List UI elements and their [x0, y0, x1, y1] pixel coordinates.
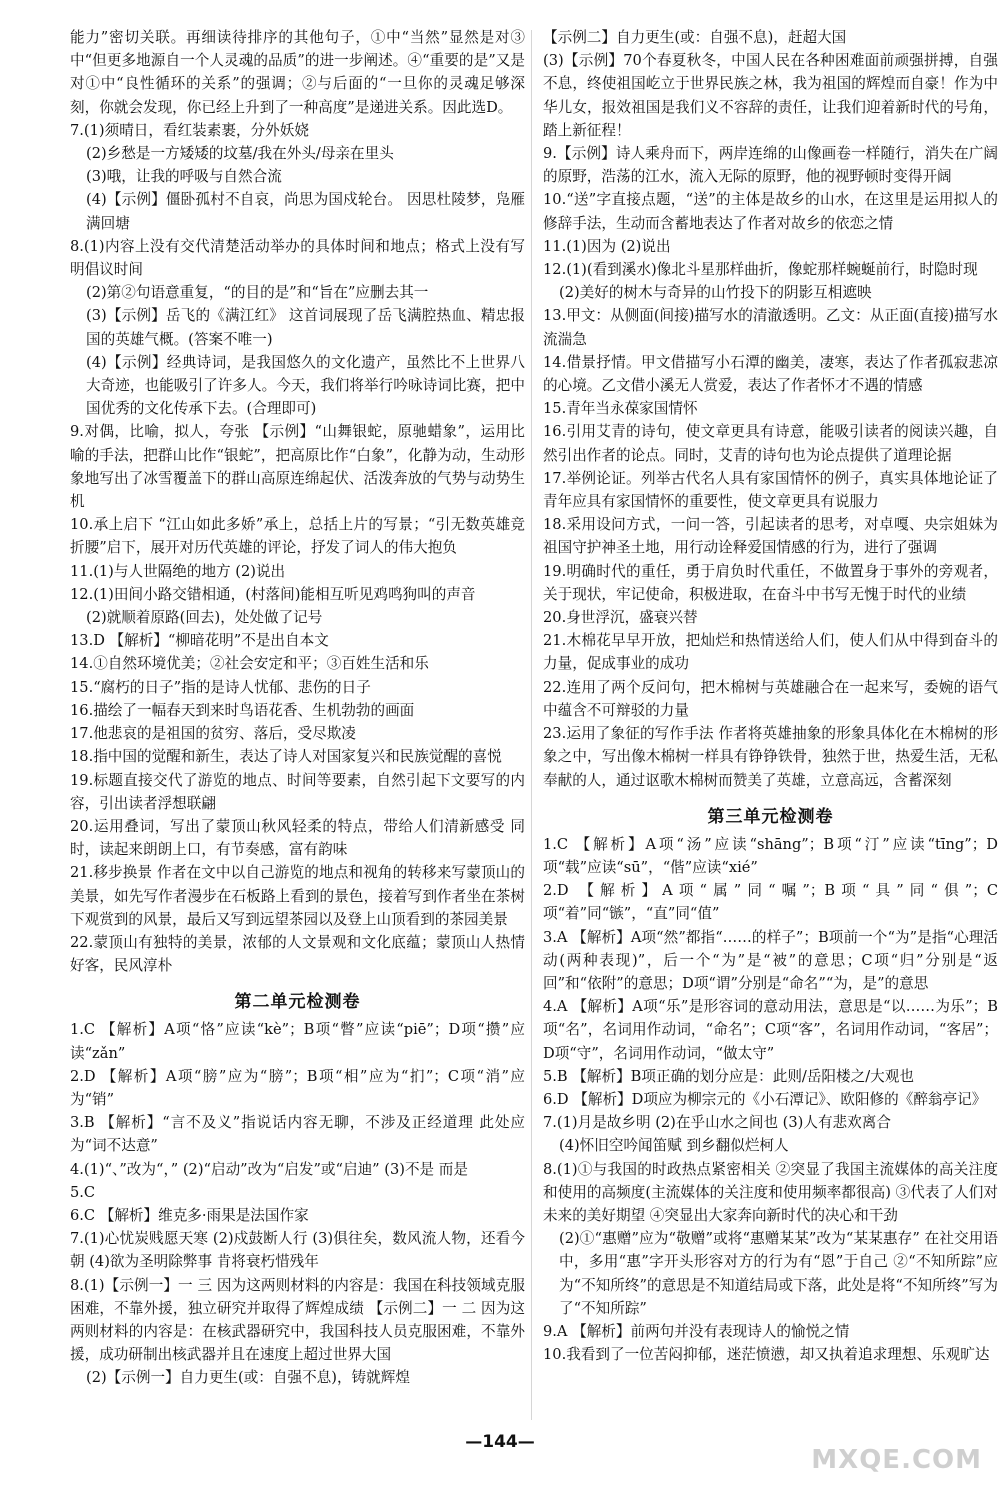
- answer-paragraph: 12.(1)(看到溪水)像北斗星那样曲折，像蛇那样蜿蜒前行，时隐时现: [543, 261, 978, 279]
- answer-paragraph: (2)乡愁是一方矮矮的坟墓/我在外头/母亲在里头: [86, 145, 394, 163]
- right-column: [543, 26, 998, 1366]
- answer-paragraph: 6.C 【解析】维克多·雨果是法国作家: [70, 1206, 309, 1224]
- answer-paragraph: 23.运用了象征的写作手法 作者将英雄抽象的形象具体化在木棉树的形象之中，写出像木棉树一样具有铮铮铁骨，独然于世，热爱生活，无私奉献的人，通过讴歌木棉树而赞美了英雄，立意高远，含蓄深刻: [543, 725, 998, 789]
- answer-paragraph: 4.A 【解析】A项“乐”是形容词的意动用法，意思是“以……为乐”；B项“名”，名词用作动词，“命名”；C项“客”，名词用作动词，“客居”；D项“守”，名词用作动词，“做太守”: [543, 998, 998, 1062]
- answer-paragraph: 能力”密切关联。再细读待排序的其他句子，①中“当然”显然是对③中“但更多地源自一个人灵魂的品质”的进一步阐述。④“重要的是”又是对①中“良性循环的关系”的强调；②与后面的“一旦你的灵魂足够深刻，你就会发现，你已经上升到了一种高度”是递进关系。因此选D。: [70, 29, 525, 116]
- answer-paragraph: 12.(1)田间小路交错相通，(村落间)能相互听见鸡鸣狗叫的声音: [70, 585, 476, 603]
- answer-paragraph: 9.对偶，比喻，拟人，夸张 【示例】“山舞银蛇，原驰蜡象”，运用比喻的手法，把群山比作“银蛇”，把高原比作“白象”，化静为动，生动形象地写出了冰雪覆盖下的群山高原连绵起伏、活泼奔放的气势与动势生机: [70, 423, 525, 511]
- answer-paragraph: 3.B 【解析】“言不及义”指说话内容无聊，不涉及正经道理 此处应为“词不达意”: [70, 1114, 525, 1155]
- answer-paragraph: 17.他悲哀的是祖国的贫穷、落后，受尽欺凌: [70, 725, 356, 743]
- answer-paragraph: (2)【示例一】自力更生(或：自强不息)，铸就辉煌: [86, 1369, 410, 1387]
- column-divider: [531, 30, 532, 1420]
- answer-paragraph: 5.C: [70, 1183, 96, 1201]
- answer-paragraph: 3.A 【解析】A项“然”都指“……的样子”；B项前一个“为”是指“心理活动(两种表现)”，后一个“为”是“被”的意思；C项“归”分别是“返回”和“依附”的意思；D项“谓”分别是“命名”“为，是”的意思: [543, 928, 998, 992]
- answer-paragraph: 10.承上启下 “江山如此多娇”承上，总括上片的写景；“引无数英雄竞折腰”启下，展开对历代英雄的评论，抒发了词人的伟大抱负: [70, 516, 525, 557]
- answer-paragraph: 11.(1)因为 (2)说出: [543, 237, 671, 255]
- answer-paragraph: 8.(1)①与我国的时政热点紧密相关 ②突显了我国主流媒体的高关注度和使用的高频度(主流媒体的关注度和使用频率都很高) ③代表了人们对未来的美好期望 ④突显出大家奔向新时代的决心和干劲: [543, 1160, 998, 1224]
- section-title: 第二单元检测卷: [234, 992, 361, 1013]
- answer-paragraph: (3)哦，让我的呼吸与自然合流: [86, 168, 282, 186]
- answer-paragraph: (4)【示例】僵卧孤村不自哀，尚思为国戍轮台。 因思杜陵梦，凫雁满回塘: [86, 191, 525, 232]
- answer-paragraph: (4)【示例】经典诗词，是我国悠久的文化遗产，虽然比不上世界八大奇迹，也能吸引了许多人。今天，我们将举行吟咏诗词比赛，把中国优秀的文化传承下去。(合理即可): [86, 353, 525, 418]
- answer-paragraph: (2)第②句语意重复，“的目的是”和“旨在”应删去其一: [86, 284, 429, 302]
- answer-paragraph: 9.A 【解析】前两句并没有表现诗人的愉悦之情: [543, 1322, 850, 1340]
- answer-paragraph: 15.青年当永葆家国情怀: [543, 400, 698, 418]
- watermark: MXQE.COM: [811, 1445, 982, 1475]
- answer-paragraph: 7.(1)心忧炭贱愿天寒 (2)戍鼓断人行 (3)俱往矣，数风流人物，还看今朝 (4)欲为圣明除弊事 肯将衰朽惜残年: [70, 1230, 525, 1271]
- answer-paragraph: 1.C 【解析】A项“汤”应读“shāng”；B项“汀”应读“tīng”；D项“载”应读“sū”，“偕”应读“xié”: [543, 835, 998, 876]
- answer-paragraph: 1.C 【解析】A项“恪”应读“kè”；B项“瞥”应读“piē”；D项“攒”应读“zǎn”: [70, 1021, 525, 1062]
- answer-paragraph: 19.标题直接交代了游览的地点、时间等要素，自然引起下文要写的内容，引出读者浮想联翩: [70, 771, 525, 812]
- answer-paragraph: 8.(1)【示例一】一 三 因为这两则材料的内容是：我国在科技领域克服困难，不靠外援，独立研究并取得了辉煌成绩 【示例二】一 二 因为这两则材料的内容是：在核武器研究中，我国科技人员克服困难，不靠外援，成功研制出核武器并且在速度上超过世界大国: [70, 1276, 525, 1364]
- answer-paragraph: 18.指中国的觉醒和新生，表达了诗人对国家复兴和民族觉醒的喜悦: [70, 748, 502, 766]
- answer-paragraph: 22.连用了两个反问句，把木棉树与英雄融合在一起来写，委婉的语气中蕴含不可辩驳的力量: [543, 678, 998, 719]
- answer-paragraph: (4)怀旧空吟闻笛赋 到乡翻似烂柯人: [559, 1137, 789, 1155]
- answer-paragraph: 22.蒙顶山有独特的美景，浓郁的人文景观和文化底蕴；蒙顶山人热情好客，民风淳朴: [70, 933, 525, 975]
- answer-paragraph: (2)美好的树木与奇异的山竹投下的阴影互相遮映: [559, 284, 872, 302]
- answer-paragraph: 21.移步换景 作者在文中以自己游览的地点和视角的转移来写蒙顶山的美景，如先写作者漫步在石板路上看到的景色，接着写到作者坐在茶树下观赏到的风景，最后又写到远望茶园以及登上山顶看到的茶园美景: [70, 864, 525, 928]
- answer-paragraph: 2.D 【解析】A项“属”同“嘱”；B项“具”同“俱”；C项“着”同“镞”，“直”同“值”: [543, 882, 998, 923]
- answer-paragraph: 4.(1)“、”改为“，” (2)“启动”改为“启发”或“启迪” (3)不是 而是: [70, 1160, 468, 1178]
- answer-paragraph: 13.甲文：从侧面(间接)描写水的清澈透明。乙文：从正面(直接)描写水流湍急: [543, 307, 998, 348]
- answer-paragraph: 11.(1)与人世隔绝的地方 (2)说出: [70, 562, 286, 580]
- answer-paragraph: 7.(1)月是故乡明 (2)在乎山水之间也 (3)人有悲欢离合: [543, 1114, 891, 1132]
- answer-paragraph: (2)就顺着原路(回去)，处处做了记号: [86, 609, 323, 627]
- answer-paragraph: 7.(1)须晴日，看红装素裹，分外妖娆: [70, 121, 309, 139]
- answer-paragraph: 20.身世浮沉，盛衰兴替: [543, 609, 698, 627]
- answer-paragraph: 【示例二】自力更生(或：自强不息)，赶超大国: [543, 29, 847, 46]
- answer-paragraph: 14.借景抒情。甲文借描写小石潭的幽美，凄寒，表达了作者孤寂悲凉的心境。乙文借小溪无人赏爱，表达了作者怀才不遇的情感: [543, 353, 998, 395]
- answer-paragraph: 18.采用设问方式，一问一答，引起读者的思考，对卓嘎、央宗姐妹为祖国守护神圣土地，用行动诠释爱国情感的行为，进行了强调: [543, 516, 998, 557]
- answer-paragraph: 8.(1)内容上没有交代清楚活动举办的具体时间和地点；格式上没有写明倡议时间: [70, 237, 525, 279]
- answer-paragraph: 2.D 【解析】A项“膀”应为“膀”；B项“相”应为“扪”；C项“消”应为“销”: [70, 1067, 525, 1108]
- page-number: —144—: [465, 1432, 535, 1452]
- answer-paragraph: 16.引用艾青的诗句，使文章更具有诗意，能吸引读者的阅读兴趣，自然引出作者的论点。同时，艾青的诗句也为论点提供了道理论据: [543, 423, 998, 464]
- answer-paragraph: 21.木棉花早早开放，把灿烂和热情送给人们，使人们从中得到奋斗的力量，促成事业的成功: [543, 632, 998, 673]
- answer-paragraph: 10.“送”字直接点题，“送”的主体是故乡的山水，在这里是运用拟人的修辞手法，生动而含蓄地表达了作者对故乡的依恋之情: [543, 191, 998, 232]
- answer-paragraph: 9.【示例】诗人乘舟而下，两岸连绵的山像画卷一样随行，消失在广阔的原野，浩荡的江水，流入无际的原野，他的视野顿时变得开阔: [543, 145, 998, 186]
- answer-paragraph: 15.“腐朽的日子”指的是诗人忧郁、悲伤的日子: [70, 678, 371, 696]
- answer-paragraph: 20.运用叠词，写出了蒙顶山秋风轻柔的特点，带给人们清新感受 同时，读起来朗朗上口，有节奏感，富有韵味: [70, 817, 525, 859]
- section-title: 第三单元检测卷: [707, 806, 834, 827]
- answer-paragraph: (3)【示例】70个春夏秋冬，中国人民在各种困难面前顽强拼搏，自强不息，终使祖国屹立于世界民族之林，我为祖国的辉煌而自豪！作为中华儿女，报效祖国是我们义不容辞的责任，让我们迎着新时代的号角，踏上新征程！: [543, 52, 998, 139]
- answer-paragraph: 5.B 【解析】B项正确的划分应是：此则/岳阳楼之/大观也: [543, 1067, 914, 1085]
- answer-paragraph: 19.明确时代的重任，勇于肩负时代重任，不做置身于事外的旁观者，关于现状，牢记使命，积极进取，在奋斗中书写无愧于时代的业绩: [543, 562, 998, 603]
- answer-paragraph: 6.D 【解析】D项应为柳宗元的《小石潭记》、欧阳修的《醉翁亭记》: [543, 1090, 987, 1108]
- answer-paragraph: 17.举例论证。列举古代名人具有家国情怀的例子，真实具体地论证了青年应具有家国情怀的重要性，使文章更具有说服力: [543, 469, 998, 511]
- answer-paragraph: 14.①自然环境优美；②社会安定和平；③百姓生活和乐: [70, 655, 429, 673]
- left-column: [70, 26, 525, 1390]
- answer-paragraph: (2)①“惠赠”应为“敬赠”或将“惠赠某某”改为“某某惠存” 在社交用语中，多用“惠”字开头形容对方的行为有“恩”于自己 ②“不知所踪”应为“不知所终”的意思是不知道结局或下落，此处是将“不知所终”写为了“不知所踪”: [559, 1230, 998, 1317]
- answer-paragraph: (3)【示例】岳飞的《满江红》 这首词展现了岳飞满腔热血、精忠报国的英雄气概。(答案不唯一): [86, 307, 525, 348]
- answer-paragraph: 13.D 【解析】“柳暗花明”不是出自本文: [70, 632, 329, 650]
- answer-paragraph: 16.描绘了一幅春天到来时鸟语花香、生机勃勃的画面: [70, 701, 415, 719]
- answer-paragraph: 10.我看到了一位苦闷抑郁，迷茫愤懑，却又执着追求理想、乐观旷达: [543, 1346, 990, 1364]
